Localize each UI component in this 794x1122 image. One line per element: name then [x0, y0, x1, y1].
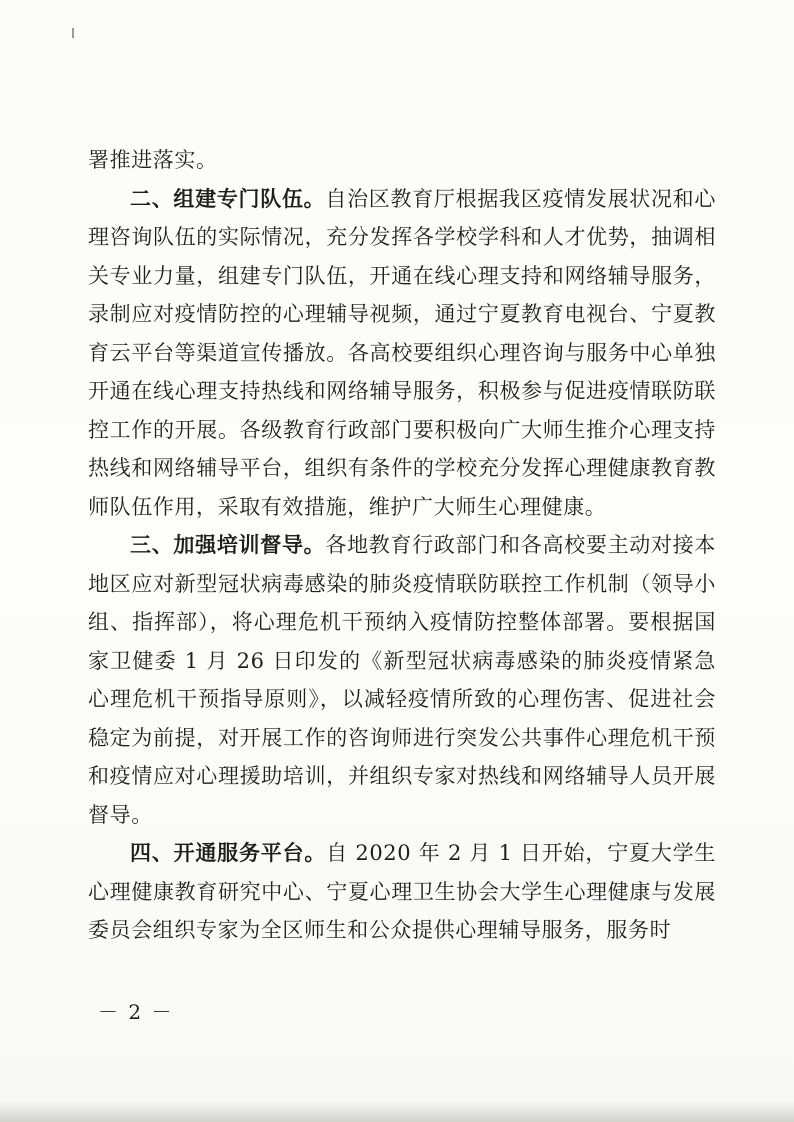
section-heading-3: 三、加强培训督导。: [130, 533, 326, 557]
section-heading-4: 四、开通服务平台。: [130, 841, 327, 865]
paragraph-section-2: [88, 180, 716, 527]
document-body: [88, 141, 716, 950]
paragraph-section-4: [88, 834, 716, 950]
section-text-4: 自 2020 年 2 月 1 日开始，宁夏大学生心理健康教育研究中心、宁夏心理卫生协会大学生心理健康与发展委员会组织专家为全区师生和公众提供心理辅导服务，服务时: [88, 841, 716, 942]
paragraph-continuation: 署推进落实。: [88, 148, 218, 172]
section-text-3: 各地教育行政部门和各高校要主动对接本地区应对新型冠状病毒感染的肺炎疫情联防联控工作机制（领导小组、指挥部），将心理危机干预纳入疫情防控整体部署。要根据国家卫健委 1 月 26 日印发的《新型冠状病毒感染的肺炎疫情紧急心理危机干预指导原则》，以减轻疫情所致的心理伤害、促进社会稳定为前提，对开展工作的咨询师进行突发公共事件心理危机干预和疫情应对心理援助培训，并组织专家对热线和网络辅导人员开展督导。: [88, 533, 716, 827]
section-heading-2: 二、组建专门队伍。: [130, 186, 326, 211]
page-number: － 2 －: [98, 1000, 174, 1024]
paragraph-section-3: [88, 526, 716, 834]
scan-speck: [72, 28, 74, 38]
scan-edge-shadow: [0, 1100, 794, 1122]
section-text-2: 自治区教育厅根据我区疫情发展状况和心理咨询队伍的实际情况，充分发挥各学校学科和人才优势，抽调相关专业力量，组建专门队伍，开通在线心理支持和网络辅导服务，录制应对疫情防控的心理辅导视频，通过宁夏教育电视台、宁夏教育云平台等渠道宣传播放。各高校要组织心理咨询与服务中心单独开通在线心理支持热线和网络辅导服务，积极参与促进疫情联防联控工作的开展。各级教育行政部门要积极向广大师生推介心理支持热线和网络辅导平台，组织有条件的学校充分发挥心理健康教育教师队伍作用，采取有效措施，维护广大师生心理健康。: [88, 186, 716, 519]
